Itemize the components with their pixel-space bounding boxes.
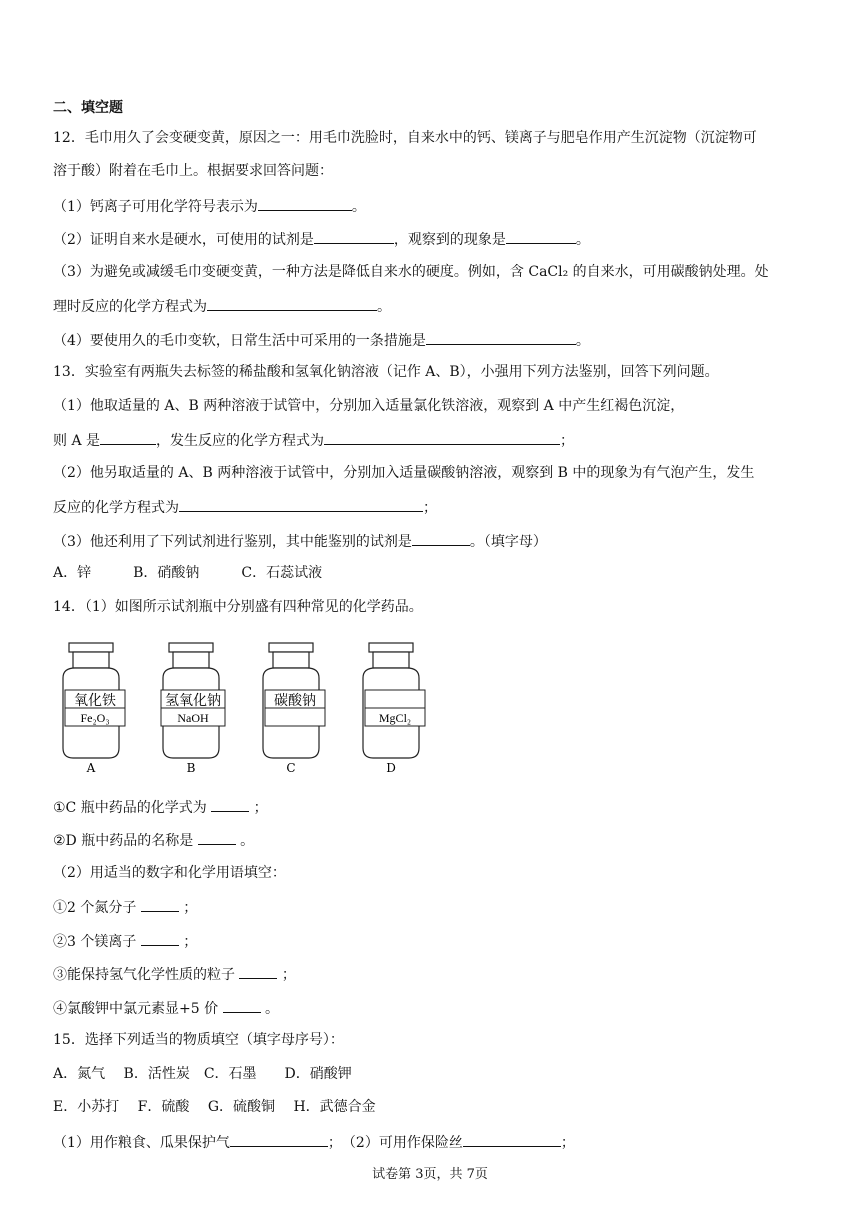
q12-part1	[53, 195, 366, 217]
answer-blank[interactable]	[258, 195, 352, 211]
bottle-d-formula: MgCl₂	[378, 711, 412, 725]
q14-sub1	[53, 796, 268, 818]
q13-part2-end: ；	[423, 500, 437, 516]
q12-stem-line2: 溶于酸）附着在毛巾上。根据要求回答问题：	[53, 163, 333, 179]
q14-fill2	[53, 930, 197, 952]
q15-options-line1: A．氮气 B．活性炭 C．石墨 D．硝酸钾	[53, 1066, 352, 1082]
bottle-b	[161, 643, 225, 775]
section-title: 二、填空题	[53, 100, 123, 116]
bottle-d	[363, 643, 425, 775]
answer-blank[interactable]	[223, 997, 261, 1013]
q14-fill2-text: ②3 个镁离子	[53, 934, 137, 950]
q13-part2-line2	[53, 496, 437, 518]
answer-blank[interactable]	[314, 228, 394, 244]
q14-sub2-text: ②D 瓶中药品的名称是	[53, 833, 194, 849]
q12-part3-end: 。	[377, 299, 391, 315]
bottle-b-letter: B	[186, 761, 196, 775]
q14-fill3-end: ；	[281, 967, 296, 983]
q14-part2: （2）用适当的数字和化学用语填空：	[53, 865, 286, 881]
answer-blank[interactable]	[179, 496, 423, 512]
q13-part1-end: ；	[560, 433, 575, 449]
bottle-a-formula: Fe₂O₃	[80, 711, 110, 725]
reagent-bottles-figure	[55, 640, 455, 780]
q14-fill4	[53, 997, 279, 1019]
q14-sub2	[53, 829, 254, 851]
q15-parts	[53, 1131, 575, 1153]
bottle-a-letter: A	[86, 761, 96, 775]
q13-part3-end: 。（填字母）	[469, 534, 547, 550]
q12-part4-text: （4）要使用久的毛巾变软，日常生活中可采用的一条措施是	[53, 333, 426, 349]
bottle-c-letter: C	[286, 761, 296, 775]
q13-part1-line1: （1）他取适量的 A、B 两种溶液于试管中，分别加入适量氯化铁溶液，观察到 A 中产生红褐色沉淀，	[53, 398, 685, 414]
q12-stem-line1: 12．毛巾用久了会变硬变黄，原因之一：用毛巾洗脸时，自来水中的钙、镁离子与肥皂作用产生沉淀物（沉淀物可	[53, 130, 757, 146]
answer-blank[interactable]	[506, 228, 576, 244]
q15-options-line2: E．小苏打 F．硫酸 G．硫酸铜 H．武德合金	[53, 1099, 376, 1115]
q12-part2	[53, 228, 590, 250]
bottle-c-name: 碳酸钠	[274, 692, 316, 708]
q12-part2-text: （2）证明自来水是硬水，可使用的试剂是	[53, 232, 314, 248]
q14-fill3	[53, 963, 296, 985]
q14-fill1-end: ；	[183, 900, 198, 916]
q12-part4	[53, 329, 590, 351]
q13-part2-text: 反应的化学方程式为	[53, 500, 179, 516]
bottle-b-name: 氢氧化钠	[165, 692, 221, 708]
q13-part1-text: 则 A 是	[53, 433, 101, 449]
q14-fill1-text: ①2 个氮分子	[53, 900, 137, 916]
answer-blank[interactable]	[141, 896, 179, 912]
q14-sub1-text: ①C 瓶中药品的化学式为	[53, 800, 207, 816]
q14-sub1-end: ；	[253, 800, 268, 816]
q13-part1-text2: ，发生反应的化学方程式为	[156, 433, 325, 449]
bottle-d-letter: D	[386, 761, 396, 775]
q14-stem: 14．（1）如图所示试剂瓶中分别盛有四种常见的化学药品。	[53, 599, 423, 615]
bottle-a-name: 氧化铁	[74, 692, 116, 708]
q12-part1-text: （1）钙离子可用化学符号表示为	[53, 199, 258, 215]
q13-part2-line1: （2）他另取适量的 A、B 两种溶液于试管中，分别加入适量碳酸钠溶液，观察到 B 中的现象为有气泡产生，发生	[53, 465, 755, 481]
q12-part2-end: 。	[575, 232, 590, 248]
q14-fill4-end: 。	[265, 1001, 279, 1017]
answer-blank[interactable]	[426, 329, 576, 345]
answer-blank[interactable]	[412, 530, 470, 546]
q13-part3-text: （3）他还利用了下列试剂进行鉴别，其中能鉴别的试剂是	[53, 534, 412, 550]
q12-part4-end: 。	[575, 333, 590, 349]
bottle-c	[263, 643, 325, 775]
q12-part1-end: 。	[351, 199, 366, 215]
q13-options: A．锌 B．硝酸钠 C．石蕊试液	[53, 565, 323, 581]
q14-fill3-text: ③能保持氢气化学性质的粒子	[53, 967, 235, 983]
q12-part2-text2: ，观察到的现象是	[393, 232, 506, 248]
q15-stem: 15．选择下列适当的物质填空（填字母序号）：	[53, 1032, 344, 1048]
q14-fill4-text: ④氯酸钾中氯元素显+5 价	[53, 1001, 219, 1017]
answer-blank[interactable]	[100, 429, 156, 445]
bottle-a	[63, 643, 125, 775]
answer-blank[interactable]	[141, 930, 179, 946]
q15-part2-text: ； （2）可用作保险丝	[327, 1135, 463, 1151]
answer-blank[interactable]	[207, 295, 377, 311]
page-footer: 试卷第 3页，共 7页	[372, 1167, 488, 1182]
q13-part3	[53, 530, 547, 552]
answer-blank[interactable]	[198, 829, 236, 845]
q12-part3-line2	[53, 295, 391, 317]
q12-part3-line1: （3）为避免或减缓毛巾变硬变黄，一种方法是降低自来水的硬度。例如，含 CaCl₂ 的自来水，可用碳酸钠处理。处	[53, 264, 769, 280]
q13-stem: 13．实验室有两瓶失去标签的稀盐酸和氢氧化钠溶液（记作 A、B），小强用下列方法鉴别，回答下列问题。	[53, 364, 719, 380]
answer-blank[interactable]	[230, 1131, 328, 1147]
q14-sub2-end: 。	[240, 833, 255, 849]
q14-fill1	[53, 896, 197, 918]
q15-part1-text: （1）用作粮食、瓜果保护气	[53, 1135, 230, 1151]
answer-blank[interactable]	[324, 429, 560, 445]
answer-blank[interactable]	[463, 1131, 561, 1147]
answer-blank[interactable]	[211, 796, 249, 812]
answer-blank[interactable]	[239, 963, 277, 979]
q14-fill2-end: ；	[183, 934, 198, 950]
q15-part2-end: ；	[560, 1135, 575, 1151]
q12-part3-text: 理时反应的化学方程式为	[53, 299, 207, 315]
q13-part1-line2	[53, 429, 574, 451]
bottle-b-formula: NaOH	[177, 711, 209, 725]
